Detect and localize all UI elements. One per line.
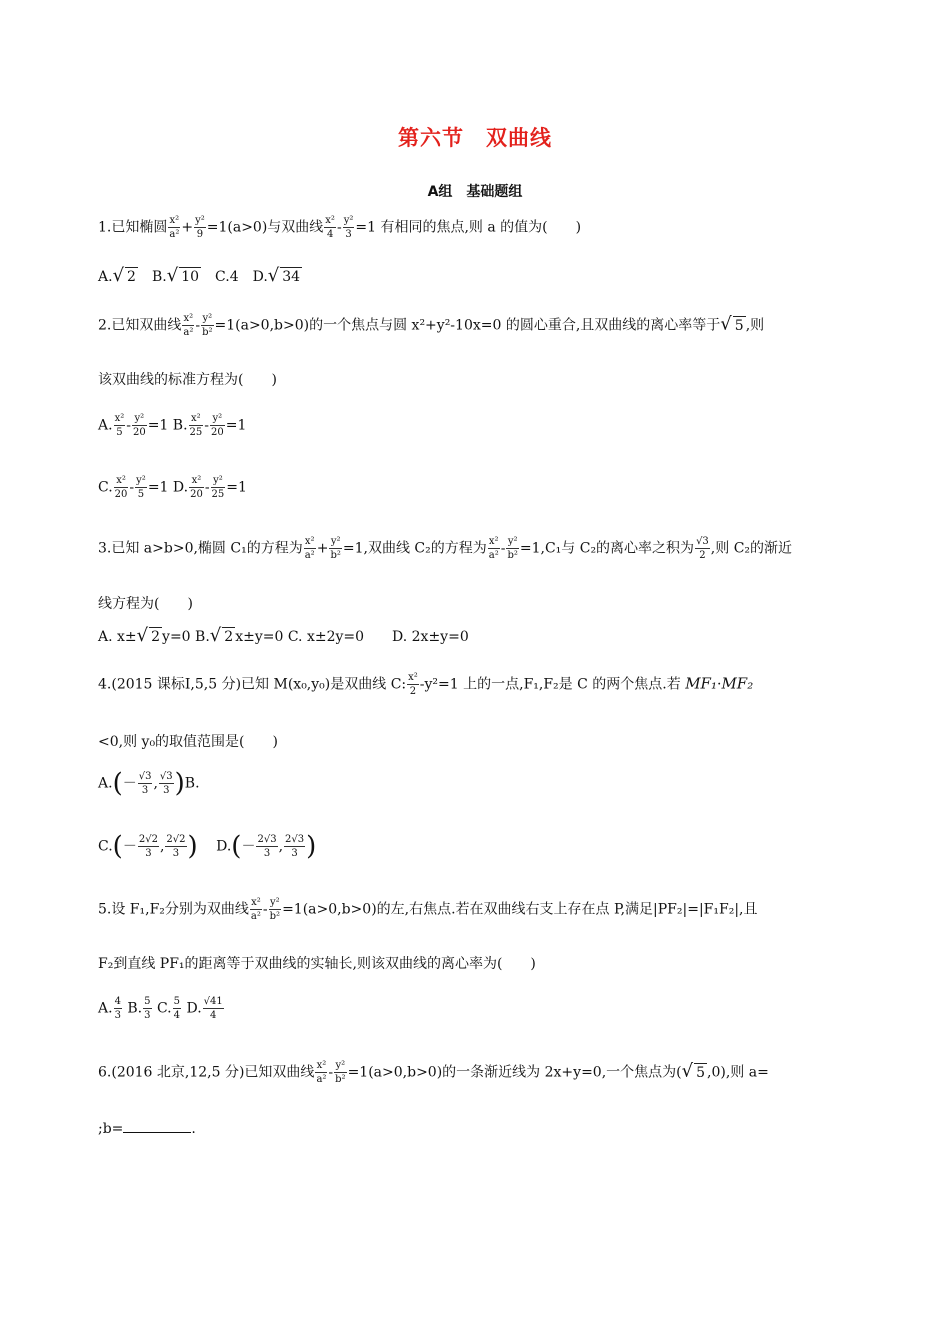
text-run: x²	[169, 215, 180, 226]
text-run: √	[720, 313, 732, 335]
text-run: 2	[409, 686, 417, 697]
text-run: √41	[203, 996, 223, 1007]
text-run: 3	[114, 1010, 121, 1021]
text-run: (	[112, 831, 123, 862]
question-3-options	[98, 627, 469, 646]
fraction	[114, 995, 122, 1022]
text-run: -	[195, 317, 201, 334]
fraction	[194, 214, 206, 241]
text-run: x²	[114, 413, 125, 424]
question-4-options-ab	[98, 770, 200, 797]
text-run: 2.已知双曲线	[98, 317, 182, 334]
text-run: 3	[291, 848, 298, 859]
text-run: -	[204, 417, 209, 434]
text-run: 3	[172, 848, 180, 859]
text-run: ,	[153, 775, 158, 792]
text-run: 20	[210, 427, 224, 438]
fraction	[135, 474, 147, 501]
fraction	[143, 995, 151, 1022]
text-run: )	[174, 768, 185, 799]
text-run: 4	[173, 1010, 181, 1021]
question-5-options	[98, 995, 225, 1022]
text-run: √	[681, 1060, 694, 1082]
text-run: √	[209, 625, 222, 646]
text-run: -	[129, 479, 135, 496]
fraction	[269, 896, 281, 923]
text-run: -	[500, 540, 506, 557]
fraction	[114, 474, 129, 501]
text-run: 3	[345, 229, 352, 240]
text-run: =1 有相同的焦点,则 a 的值为( )	[355, 219, 582, 236]
text-run: y²	[270, 897, 280, 908]
text-run: x²	[304, 536, 315, 547]
text-run: b²	[269, 911, 281, 922]
question-6	[98, 1059, 769, 1086]
text-run: b²	[335, 1074, 346, 1085]
text-run: -	[336, 219, 342, 236]
text-run	[202, 839, 216, 855]
text-run: 2	[699, 550, 706, 561]
text-run: +	[181, 219, 194, 236]
text-run: -	[262, 901, 268, 918]
text-run: A.	[98, 417, 113, 434]
text-run: 9	[196, 229, 204, 240]
text-run: x²	[251, 897, 261, 908]
fraction	[250, 896, 262, 923]
text-run: 6.(2016 北京,12,5 分)已知双曲线	[98, 1064, 315, 1081]
text-run: 5	[734, 317, 744, 334]
text-run: 5	[173, 996, 181, 1007]
fraction	[506, 535, 518, 562]
text-run: a²	[183, 327, 194, 338]
text-run: ,	[278, 838, 284, 855]
fraction	[189, 412, 204, 439]
text-run: -	[328, 1064, 334, 1081]
answer-blank-b[interactable]	[123, 1120, 191, 1133]
question-3-line2: 线方程为( )	[98, 596, 193, 612]
question-4	[98, 671, 753, 698]
text-run: 20	[132, 427, 146, 438]
text-run: ,则 C₂的渐近	[710, 540, 793, 557]
fraction	[165, 833, 186, 860]
text-run: －	[241, 838, 256, 855]
text-run: =1(a>0,b>0)的左,右焦点.若在双曲线右支上存在点 P,满足|PF₂|=|F₁F₂|,且	[282, 901, 758, 918]
text-run: 2√3	[285, 834, 305, 845]
fraction	[173, 995, 181, 1022]
text-run: 1.已知椭圆	[98, 219, 168, 236]
text-run: 3.已知 a>b>0,椭圆 C₁的方程为	[98, 540, 303, 557]
fraction	[168, 214, 180, 241]
fraction	[343, 214, 355, 241]
text-run: x²	[189, 412, 204, 426]
text-run: ,0),则 a=	[707, 1064, 769, 1081]
text-run: √	[267, 265, 280, 286]
fraction	[210, 412, 225, 439]
question-2-options-ab	[98, 412, 246, 439]
fraction	[182, 312, 194, 339]
question-1	[98, 214, 581, 241]
text-run: 3	[144, 1010, 151, 1021]
fraction	[407, 671, 419, 698]
fraction	[329, 535, 341, 562]
text-run: D.	[182, 1000, 202, 1017]
text-run: ,	[159, 838, 165, 855]
text-run: y²	[343, 215, 354, 226]
text-run: D.	[216, 838, 232, 855]
text-run: 2	[224, 629, 234, 645]
text-run: a²	[316, 1074, 327, 1085]
vector-mf1: MF₁	[685, 674, 717, 693]
text-run: 20	[190, 489, 203, 500]
text-run: 25	[211, 489, 225, 500]
text-run: x²	[408, 672, 418, 683]
text-run: =1	[225, 417, 247, 434]
text-run: =1(a>0,b>0)的一个焦点与圆 x²+y²-10x=0 的圆心重合,且双曲线的离心率等于	[214, 317, 721, 334]
text-run: x²	[189, 474, 204, 488]
text-run: =1,C₁与 C₂的离心率之积为	[519, 540, 695, 557]
fraction	[189, 474, 204, 501]
text-run: A. x±	[98, 629, 137, 645]
text-run: .	[191, 1121, 196, 1137]
text-run: x²	[114, 474, 129, 488]
text-run: C.	[152, 1000, 172, 1017]
text-run: y²	[132, 412, 147, 426]
text-run: (	[231, 831, 242, 862]
text-run: y²	[330, 536, 341, 547]
text-run: 34	[282, 269, 301, 285]
text-run: 3	[141, 785, 149, 796]
fraction	[159, 770, 174, 797]
text-run: √3	[159, 771, 173, 782]
text-run: ·	[716, 676, 722, 693]
text-run: 2√3	[257, 834, 277, 845]
fraction	[488, 535, 500, 562]
text-run: =1	[226, 479, 247, 496]
text-run: √3	[696, 536, 709, 547]
fraction	[256, 833, 277, 860]
question-2-options-cd	[98, 474, 247, 501]
vector-mf2: MF₂	[721, 674, 754, 693]
text-run: y²	[507, 536, 518, 547]
question-5	[98, 896, 758, 923]
text-run: =1(a>0)与双曲线	[206, 219, 324, 236]
text-run: =1 D.	[147, 479, 189, 496]
text-run: x²	[183, 313, 194, 324]
fraction	[324, 214, 336, 241]
question-2-line2: 该双曲线的标准方程为( )	[98, 372, 277, 388]
text-run: 4	[326, 229, 334, 240]
section-title: 第六节 双曲线	[398, 126, 552, 150]
text-run: C.4 D.	[201, 269, 268, 285]
text-run: b²	[330, 550, 341, 561]
fraction	[211, 474, 226, 501]
text-run: x±y=0 C. x±2y=0 D. 2x±y=0	[235, 629, 469, 645]
text-run: +	[316, 540, 329, 557]
question-4-line2: <0,则 y₀的取值范围是( )	[98, 734, 278, 750]
question-3	[98, 535, 792, 562]
text-run: √	[112, 265, 125, 286]
text-run: 5	[144, 996, 151, 1007]
text-run: 2	[151, 629, 161, 645]
question-1-options	[98, 267, 302, 286]
text-run: √	[166, 265, 179, 286]
text-run: y²	[195, 215, 205, 226]
text-run: A.	[98, 775, 113, 792]
question-2	[98, 312, 764, 339]
text-run: a²	[250, 911, 261, 922]
text-run: C.	[98, 479, 113, 496]
text-run: √3	[138, 771, 152, 782]
fraction	[315, 1059, 327, 1086]
text-run: b²	[507, 550, 518, 561]
text-run: B.	[122, 1000, 143, 1017]
text-run: -	[204, 479, 210, 496]
text-run: 2√2	[138, 834, 158, 845]
text-run: －	[122, 775, 137, 792]
text-run: x²	[488, 536, 499, 547]
text-run: =1(a>0,b>0)的一条渐近线为 2x+y=0,一个焦点为(	[347, 1064, 682, 1081]
text-run: C.	[98, 838, 113, 855]
text-run: =1 B.	[147, 417, 188, 434]
text-run: y=0 B.	[162, 629, 210, 645]
text-run: b²	[202, 327, 213, 338]
text-run: 2√2	[166, 834, 186, 845]
text-run: 5	[137, 489, 145, 500]
text-run: x²	[325, 215, 335, 226]
fraction	[695, 535, 710, 562]
text-run: 4	[114, 996, 121, 1007]
text-run: 3	[263, 848, 271, 859]
question-4-options-cd	[98, 833, 316, 860]
text-run: -	[126, 417, 131, 434]
text-run: y²	[202, 313, 213, 324]
text-run: a²	[304, 550, 315, 561]
question-6-line2	[98, 1120, 196, 1138]
text-run: 5	[116, 427, 123, 438]
text-run: -y²=1 上的一点,F₁,F₂是 C 的两个焦点.若	[419, 676, 681, 693]
text-run: a²	[488, 550, 499, 561]
text-run: 10	[181, 269, 200, 285]
text-run: 5	[696, 1064, 706, 1081]
text-run: √	[136, 625, 149, 646]
text-run: 5.设 F₁,F₂分别为双曲线	[98, 901, 249, 918]
group-heading: A组 基础题组	[427, 184, 523, 200]
text-run: 25	[189, 427, 203, 438]
fraction	[138, 833, 159, 860]
text-run: A.	[98, 269, 113, 285]
text-run: ,则	[745, 317, 765, 334]
text-run: y²	[211, 474, 226, 488]
text-run: =1,双曲线 C₂的方程为	[342, 540, 487, 557]
text-run: (	[112, 768, 123, 799]
text-run: )	[187, 831, 198, 862]
question-5-line2: F₂到直线 PF₁的距离等于双曲线的实轴长,则该双曲线的离心率为( )	[98, 956, 536, 972]
text-run: －	[122, 838, 137, 855]
fraction	[304, 535, 316, 562]
text-run: y²	[210, 412, 225, 426]
text-run: 4	[210, 1010, 217, 1021]
fraction	[138, 770, 153, 797]
text-run: y²	[335, 1060, 346, 1071]
text-run: B.	[137, 269, 167, 285]
text-run: x²	[316, 1060, 327, 1071]
fraction	[334, 1059, 346, 1086]
text-run: )	[306, 831, 317, 862]
fraction	[203, 995, 224, 1022]
text-run: 3	[163, 785, 170, 796]
text-run: 3	[145, 848, 152, 859]
fraction	[201, 312, 213, 339]
text-run: ;b=	[98, 1121, 124, 1137]
text-run: y²	[136, 475, 146, 486]
text-run: 4.(2015 课标Ⅰ,5,5 分)已知 M(x₀,y₀)是双曲线 C:	[98, 676, 407, 693]
text-run: B.	[184, 775, 200, 792]
text-run: 2	[127, 269, 136, 285]
fraction	[132, 412, 147, 439]
fraction	[114, 412, 126, 439]
text-run: A.	[98, 1000, 113, 1017]
text-run: 20	[114, 489, 128, 500]
text-run: a²	[169, 229, 180, 240]
fraction	[284, 833, 305, 860]
